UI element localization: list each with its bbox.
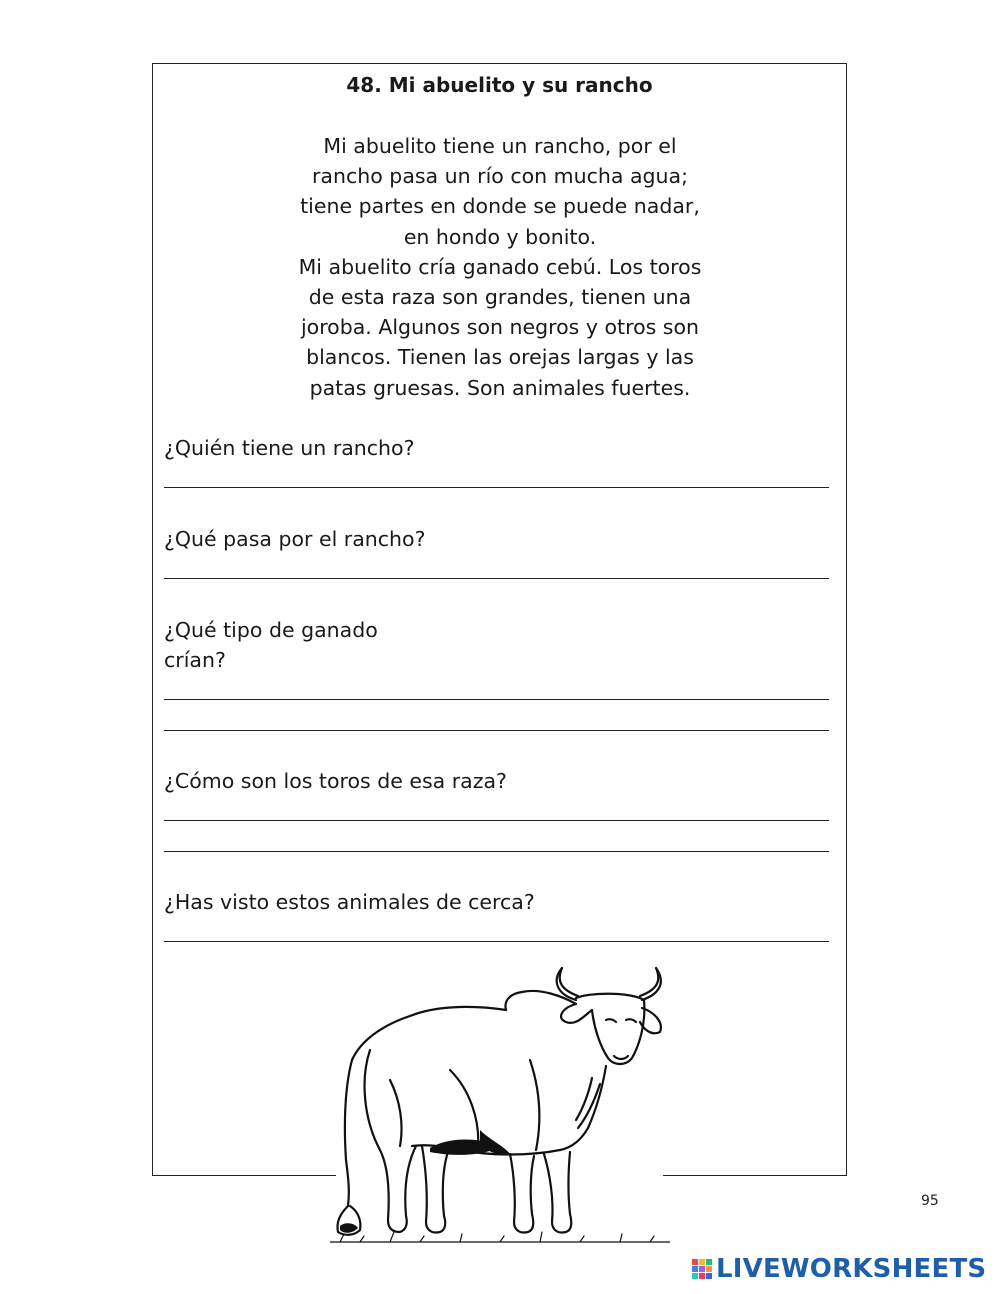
answer-line-2[interactable] xyxy=(164,578,829,579)
story-line: rancho pasa un río con mucha agua; xyxy=(312,164,688,189)
logo-text: LIVEWORKSHEETS xyxy=(716,1254,987,1284)
answer-line-5[interactable] xyxy=(164,941,829,942)
answer-line-1[interactable] xyxy=(164,487,829,488)
story-line: patas gruesas. Son animales fuertes. xyxy=(309,375,691,400)
story-text xyxy=(200,131,800,403)
worksheet-title: 48. Mi abuelito y su rancho xyxy=(346,73,653,97)
answer-line-3b[interactable] xyxy=(164,730,829,731)
story-line: en hondo y bonito. xyxy=(403,224,597,249)
question-4: ¿Cómo son los toros de esa raza? xyxy=(164,769,507,793)
story-line: Mi abuelito tiene un rancho, por el xyxy=(323,134,677,158)
story-line: tiene partes en donde se puede nadar, xyxy=(300,194,700,219)
answer-line-4a[interactable] xyxy=(164,820,829,821)
question-3-continued: crían? xyxy=(164,648,226,672)
story-line: blancos. Tienen las orejas largas y las xyxy=(306,345,694,370)
story-line: de esta raza son grandes, tienen una xyxy=(308,285,692,310)
liveworksheets-logo[interactable] xyxy=(692,1252,986,1286)
page-number: 95 xyxy=(921,1193,939,1209)
liveworksheets-blocks-icon xyxy=(692,1257,714,1281)
story-line: joroba. Algunos son negros y otros son xyxy=(300,315,700,340)
zebu-bull-illustration xyxy=(330,960,670,1250)
question-5: ¿Has visto estos animales de cerca? xyxy=(164,890,535,914)
question-3: ¿Qué tipo de ganado xyxy=(164,618,378,642)
answer-line-3a[interactable] xyxy=(164,699,829,700)
question-1: ¿Quién tiene un rancho? xyxy=(164,436,415,460)
story-line: Mi abuelito cría ganado cebú. Los toros xyxy=(298,254,702,279)
question-2: ¿Qué pasa por el rancho? xyxy=(164,527,426,551)
answer-line-4b[interactable] xyxy=(164,851,829,852)
